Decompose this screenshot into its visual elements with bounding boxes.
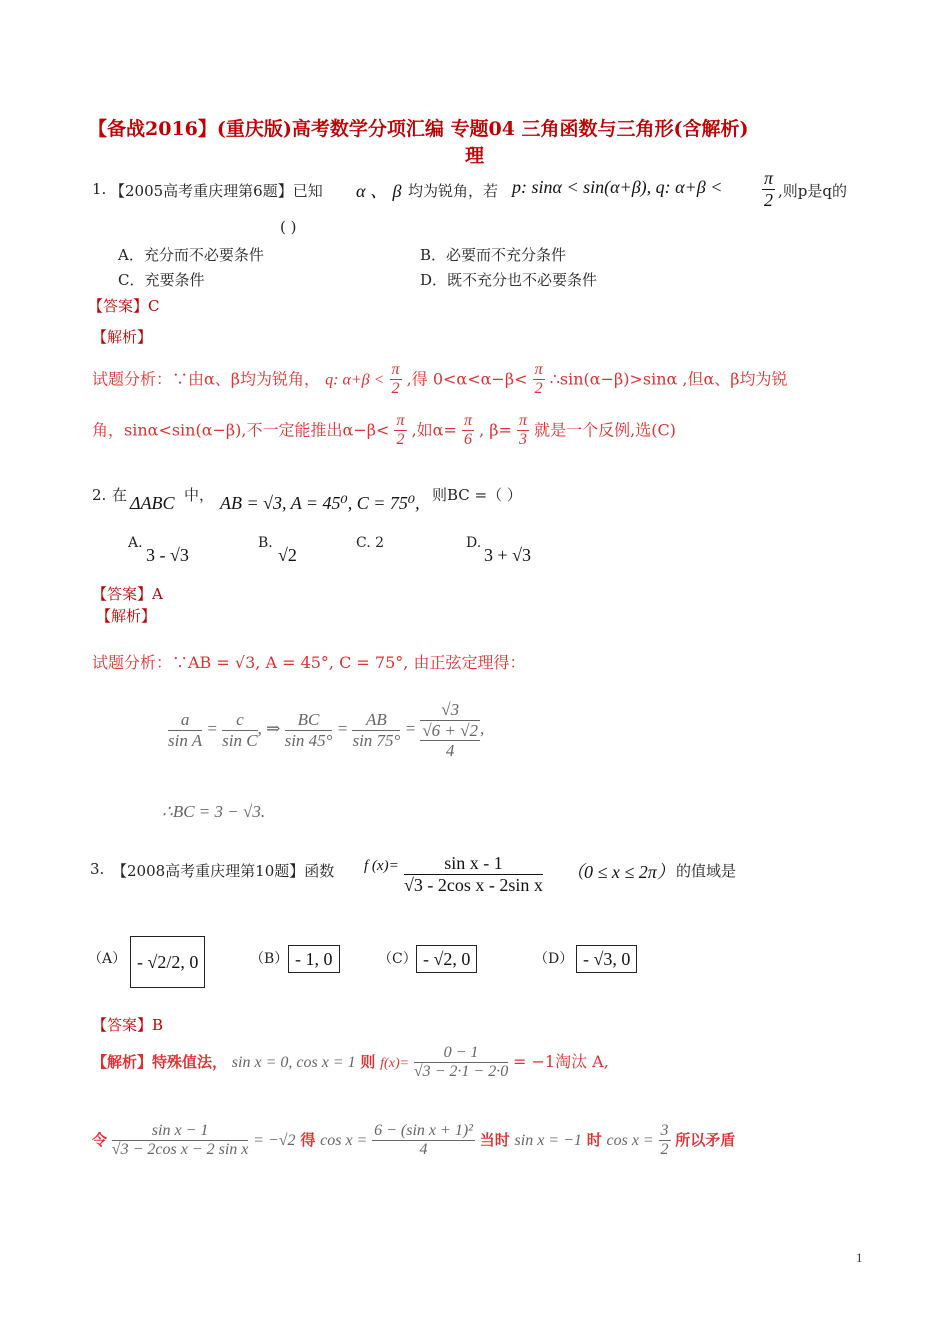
q2-option-b-label: B.: [258, 535, 273, 551]
q3-option-b-value: - 1, 0: [288, 945, 340, 973]
page-title: 【备战2016】(重庆版)高考数学分项汇编 专题04 三角函数与三角形(含解析): [88, 118, 749, 140]
q2-sine-law-equation: $\frac{a}{\text{sin A}}$ = $\frac{c}{\text{sin C}}$ , ⇒ $\frac{BC}{\sin 45^\circ}$ = $\frac{AB}{\sin 75^\circ}$ = √3 √6 + √2 4 ,: [168, 700, 485, 761]
q3-option-c-value: - √2, 0: [416, 945, 477, 973]
q3-source: 【2008高考重庆理第10题】函数: [112, 862, 335, 880]
q3-option-a-label: （A）: [88, 951, 127, 967]
q1-stem-tail: 均为锐角，若: [408, 182, 499, 200]
q3-analysis-line1: 【解析】特殊值法， sin x = 0, cos x = 1 则 f(x)= $\frac{0 - 1}{√3 - 2\cdot 1 - 2\cdot 0}$ = −1淘汰 A,: [92, 1044, 609, 1081]
q2-conclusion: ∴BC = 3 − √3.: [162, 802, 266, 821]
q1-paren: ( ): [280, 218, 297, 236]
q2-given: AB = √3, A = 45⁰, C = 75⁰,: [220, 493, 420, 513]
page-number: 1: [856, 1250, 863, 1265]
q2-option-c: C. 2: [356, 535, 385, 551]
q2-answer: 【答案】A: [92, 585, 163, 603]
page-title-line2: 理: [465, 145, 485, 167]
q3-option-d-value: - √3, 0: [576, 945, 637, 973]
q2-option-d-value: 3 + √3: [484, 545, 532, 565]
q1-alpha-beta: α 、 β: [356, 181, 402, 201]
q1-option-d: D．既不充分也不必要条件: [420, 271, 598, 289]
q2-analysis-line1: 试题分析：∵AB = √3, A = 45°, C = 75°, 由正弦定理得：: [92, 653, 526, 672]
q1-pi-over-2: $\frac{\pi}{2}$: [764, 168, 774, 210]
q2-zhong: 中，: [184, 486, 215, 504]
q3-option-b-label: （B）: [250, 951, 289, 967]
q3-domain: （0 ≤ x ≤ 2π）: [566, 862, 675, 882]
q2-zai: 在: [112, 486, 128, 504]
q1-number: 1.: [92, 180, 107, 198]
q1-answer: 【答案】C: [88, 297, 160, 315]
q2-option-a-label: A.: [128, 535, 143, 551]
q3-tail: 的值域是: [676, 862, 737, 880]
q3-option-c-label: （C）: [378, 951, 417, 967]
q2-ask: 则BC =（ ）: [432, 486, 522, 504]
q1-formula: p: sinα < sin(α+β), q: α+β <: [512, 177, 723, 197]
q1-then: ,则p是q的: [778, 182, 847, 200]
q2-option-d-label: D.: [466, 535, 482, 551]
q1-option-b: B．必要而不充分条件: [420, 246, 567, 264]
q1-option-c: C．充要条件: [118, 271, 205, 289]
q3-option-a-value: - √2/2, 0: [130, 936, 205, 988]
q3-option-d-label: （D）: [534, 951, 574, 967]
q1-analysis-line2: 角，sinα<sin(α−β),不一定能推出α−β< $\frac{\pi}{2}$ ,如α= $\frac{\pi}{6}$ , β= $\frac{\pi}{3}$ 就是一个反例,选(C): [92, 412, 676, 449]
q2-option-a-value: 3 - √3: [146, 545, 189, 565]
q2-triangle: ΔABC: [130, 493, 175, 513]
q3-fx: f (x)=: [364, 858, 399, 874]
q1-option-a: A．充分而不必要条件: [118, 246, 264, 264]
q3-analysis-line2: 令 $\frac{\text{sin x − 1}}{\text{√3 − 2cos x − 2 sin x}}$ = −√2 得 cos x = $\frac{\text{6 − (sin x + 1)²}}{4}$ 当时 sin x = −1 时 cos x = $\frac{3}{2}$ 所以矛盾: [92, 1122, 736, 1159]
q1-analysis-line1: 试题分析：∵由α、β均为锐角， q: α+β < $\frac{\pi}{2}$ ,得 0<α<α−β< $\frac{\pi}{2}$ ∴sin(α−β)>sinα ,但α、β均为锐: [92, 361, 788, 398]
q3-function-fraction: $\frac{\text{sin x - 1}}{\text{√3 - 2cos x - 2sin x}}$: [404, 853, 543, 895]
q1-source: 【2005高考重庆理第6题】已知: [110, 182, 323, 200]
q1-analysis-label: 【解析】: [92, 328, 153, 346]
q2-number: 2.: [92, 486, 107, 504]
q2-analysis-label: 【解析】: [96, 607, 157, 625]
q2-option-b-value: √2: [278, 545, 297, 565]
q3-answer: 【答案】B: [92, 1016, 164, 1034]
q3-number: 3.: [90, 860, 105, 878]
